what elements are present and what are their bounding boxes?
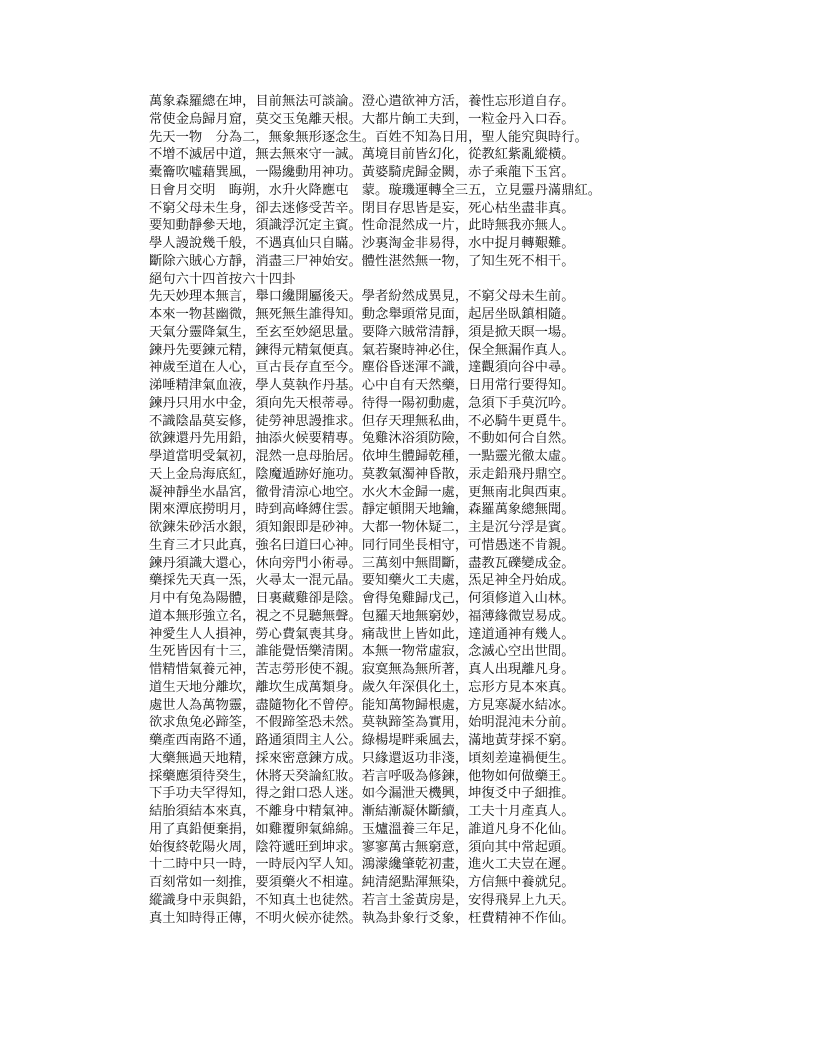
verse-line: 處世人為萬物靈，盡隨物化不曾停。能知萬物歸根處，方見寒凝水結冰。 [149, 697, 575, 713]
verse-line: 生育三才只此真，強名曰道曰心神。同行同坐長相守，可惜愚迷不肯親。 [149, 537, 575, 553]
verse-line: 下手功夫罕得知，得之鉗口恐人迷。如今漏泄天機興，坤復爻中子細推。 [149, 786, 575, 802]
verse-line: 鍊丹須識大還心，休向旁門小術尋。三萬刻中無間斷，盡教瓦礫變成金。 [149, 555, 575, 571]
verse-line: 月中有兔為陽體，日裏藏雞卻是陰。會得兔雞歸戊己，何須修道入山林。 [149, 591, 575, 606]
verse-line: 欲鍊還丹先用鉛，抽添火候要精專。兔雞沐浴須防險，不動如何合自然。 [149, 431, 575, 447]
verse-line: 常使金烏歸月窟，莫交玉兔離天根。大都片餉工夫到，一粒金丹入口吞。 [149, 111, 575, 127]
verse-line: 橐籥吹噓藉巽風，一陽纔動用神功。黃婆騎虎歸金闕，赤子乘龍下玉宮。 [149, 165, 575, 180]
verse-line: 日會月交明 晦朔，水升火降應屯 蒙。璇璣運轉全三五，立見靈丹滿鼎紅。 [149, 182, 602, 198]
verse-line: 涕唾精津氣血液，學人莫執作丹基。心中自有天然藥，日用常行要得知。 [149, 378, 575, 393]
verse-line: 大藥無過天地精，採來密意鍊方成。只緣還返功非淺，頃刻差違禍便生。 [149, 750, 575, 766]
verse-line: 用了真鉛便棄捐，如雞覆卵氣綿綿。玉爐溫養三年足，誰道凡身不化仙。 [149, 821, 575, 837]
verse-line: 欲求魚兔必蹄筌，不假蹄筌恐未然。莫執蹄筌為實用，始明混沌未分前。 [149, 715, 575, 731]
verse-line: 斷除六賊心方靜，消盡三尸神始安。體性湛然無一物，了知生死不相干。 [149, 253, 575, 269]
verse-line: 真土知時得正傳，不明火候亦徒然。執為卦象行爻象，枉費精神不作仙。 [149, 910, 575, 926]
verse-line: 藥採先天真一炁，火尋太一混元晶。要知藥火工夫處，炁足神全丹始成。 [149, 573, 575, 589]
verse-line: 先天妙理本無言，舉口纔開屬後天。學者紛然成異見，不窮父母未生前。 [149, 289, 575, 305]
verse-line: 不增不滅居中道，無去無來守一誠。萬境目前皆幻化，從教紅紫亂縱橫。 [149, 147, 575, 163]
verse-line: 神歲至道在人心，亘古長存直至今。塵俗昏迷渾不識，達觀須向谷中尋。 [149, 360, 575, 376]
verse-line: 百刻常如一刻推，要須藥火不相違。純清絕點渾無染，方信無中養就兒。 [149, 875, 575, 890]
verse-line: 閑來潭底撈明月，時到高峰縛住雲。靜定頓開天地鑰，森羅萬象總無聞。 [149, 502, 575, 518]
verse-line: 萬象森羅總在坤，目前無法可談論。澄心遣欲神方活，養性忘形道自存。 [149, 94, 575, 109]
verse-line: 始復終乾陽火周，陰符遞旺到坤求。寥寥萬古無窮意，須向其中常起頭。 [149, 839, 575, 855]
verse-line: 道本無形強立名，視之不見聽無聲。包羅天地無窮妙，福薄緣微豈易成。 [149, 608, 575, 624]
verse-line: 生死皆因有十三，誰能覺悟樂清閑。本無一物常虛寂，念滅心空出世間。 [149, 644, 575, 660]
verse-line: 學人謾說幾千般，不遇真仙只自瞞。沙裏淘金非易得，水中捉月轉艱難。 [149, 236, 575, 251]
verse-line: 要知動靜參天地，須識浮沉定主賓。性命混然成一片，此時無我亦無人。 [149, 218, 575, 234]
verse-line: 天上金烏海底紅，陰魔遁跡好施功。莫教氣濁神昏散，汞走鉛飛丹鼎空。 [149, 466, 575, 482]
verse-line: 神愛生人人損神，勞心費氣喪其身。痛哉世上皆如此，達道通神有幾人。 [149, 626, 575, 642]
verse-line: 天氣分靈降氣生，至玄至妙絕思量。要降六賊常清靜，須是掀天瞑一場。 [149, 324, 575, 340]
verse-line: 欲鍊朱砂活水銀，須知銀即是砂神。大都一物休疑二，主是沉兮浮是賓。 [149, 520, 575, 535]
verse-line: 學道當明受氣初，混然一息母胎居。依坤生體歸乾種，一點靈光徹太虛。 [149, 449, 575, 464]
verse-line: 惜精惜氣養元神，苦志勞形使不親。寂寞無為無所著，真人出現離凡身。 [149, 662, 575, 677]
verse-line: 採藥應須待癸生，休將天癸論紅妝。若言呼吸為修鍊，他物如何做藥王。 [149, 768, 575, 784]
verse-line: 十二時中只一時，一時辰內罕人知。鴻濛纔肇乾初畫，進火工夫豈在遲。 [149, 857, 575, 873]
verse-line: 鍊丹先要鍊元精，鍊得元精氣便真。氣若聚時神必住，保全無漏作真人。 [149, 342, 575, 358]
verse-line: 藥產西南路不通，路通須問主人公。綠楊堤畔乘風去，滿地黃芽採不窮。 [149, 733, 575, 748]
section-heading: 絕句六十四首按六十四卦 [149, 271, 296, 287]
verse-line: 不窮父母未生身，卻去迷修受苦辛。閉目存思皆是妄，死心枯坐盡非真。 [149, 200, 575, 216]
verse-line: 道生天地分離坎，離坎生成萬類身。歲久年深俱化土，忘形方見本來真。 [149, 679, 575, 695]
verse-line: 不識陰晶莫妄修，徒勞神思謾推求。但存天理無私曲，不必騎牛更覓牛。 [149, 413, 575, 429]
verse-line: 結胎須結本來真，不離身中精氣神。漸結漸凝休斷續，工夫十月產真人。 [149, 804, 575, 819]
verse-line: 縱識身中汞與鉛，不知真土也徒然。若言土釜黃房是，安得飛昇上九天。 [149, 892, 575, 908]
verse-line: 先天一物 分為二，無象無形逐念生。百姓不知為日用，聖人能究與時行。 [149, 129, 588, 145]
verse-line: 凝神靜坐水晶宮，徹骨清涼心地空。水火木金歸一處，更無南北與西東。 [149, 484, 575, 500]
verse-line: 鍊丹只用水中金，須向先天根蒂尋。待得一陽初動處，急須下手莫沉吟。 [149, 395, 575, 411]
verse-line: 本來一物甚幽微，無死無生誰得知。動念舉頭常見面，起居坐臥鎮相隨。 [149, 307, 575, 322]
poem-text-block [149, 93, 619, 927]
